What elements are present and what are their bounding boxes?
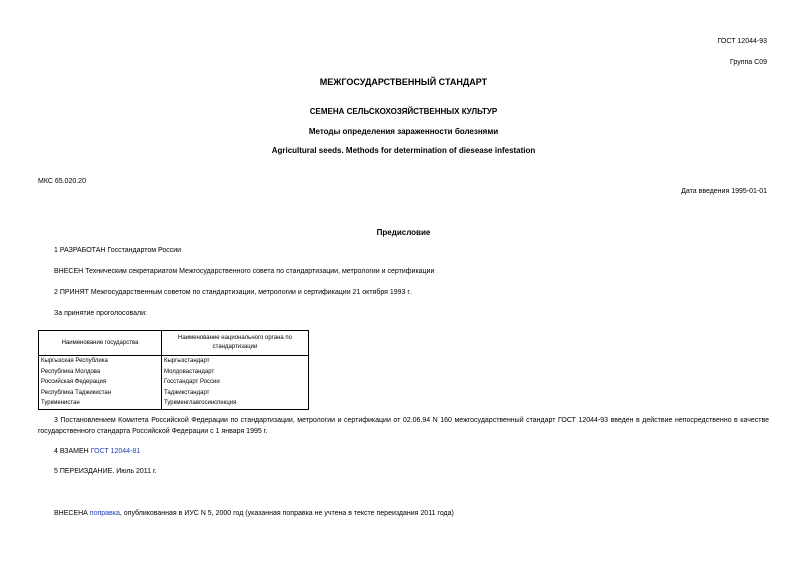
- table-cell-body: Молдовастандарт: [162, 367, 309, 378]
- table-row: [39, 398, 309, 409]
- main-title: СЕМЕНА СЕЛЬСКОХОЗЯЙСТВЕННЫХ КУЛЬТУР: [309, 107, 498, 116]
- paragraph-replaces: [54, 448, 140, 455]
- table-cell-body: Таджикстандарт: [162, 388, 309, 399]
- table-header-state: Наименование государства: [39, 331, 162, 356]
- paragraph-reissue: 5 ПЕРЕИЗДАНИЕ. Июль 2011 г.: [54, 468, 157, 475]
- group-code: Группа С09: [730, 59, 767, 66]
- table-cell-body: Туркменглавгосинспекция: [162, 398, 309, 409]
- table-cell-body: Кыргызстандарт: [162, 356, 309, 367]
- subtitle-en: Agricultural seeds. Methods for determination of diesease infestation: [271, 146, 536, 155]
- table-row: [39, 356, 309, 367]
- paragraph-decree: 3 Постановлением Комитета Российской Федерации по стандартизации, метрологии и сертификации от 02.06.94 N 160 межгосударственный стандарт ГОСТ 12044-93 введен в действие непосредственно в качестве государственного стандарта Российской Федерации с 1 января 1995 г.: [38, 417, 769, 435]
- table-cell-state: Республика Таджикистан: [39, 388, 162, 399]
- table-header-body: Наименование национального органа по стандартизации: [162, 331, 309, 356]
- paragraph-voted: За принятие проголосовали:: [54, 310, 147, 317]
- foreword-heading: Предисловие: [376, 228, 431, 237]
- amendment-label: ВНЕСЕНА: [54, 510, 90, 517]
- gost-number: ГОСТ 12044-93: [717, 38, 767, 45]
- paragraph-developed: 1 РАЗРАБОТАН Госстандартом России: [54, 247, 182, 254]
- gost-12044-81-link[interactable]: ГОСТ 12044-81: [90, 448, 141, 455]
- paragraph-submitted: ВНЕСЕН Техническим секретариатом Межгосударственного совета по стандартизации, метрологии и сертификации: [54, 268, 435, 275]
- table-row: [39, 367, 309, 378]
- intro-date: Дата введения 1995-01-01: [681, 188, 767, 195]
- paragraph-adopted: 2 ПРИНЯТ Межгосударственным советом по стандартизации, метрологии и сертификации 21 октября 1993 г.: [54, 289, 412, 296]
- mks-code: МКС 65.020.20: [38, 178, 86, 185]
- table-cell-state: Российская Федерация: [39, 377, 162, 388]
- amendment-details: , опубликованная в ИУС N 5, 2000 год (указанная поправка не учтена в тексте переиздания 2011 года): [119, 510, 454, 517]
- voting-states-table: [38, 330, 309, 410]
- table-cell-state: Туркменистан: [39, 398, 162, 409]
- subtitle-ru: Методы определения зараженности болезнями: [308, 127, 499, 136]
- table-cell-state: Кыргызская Республика: [39, 356, 162, 367]
- table-cell-body: Госстандарт России: [162, 377, 309, 388]
- paragraph-amendment: [54, 510, 454, 517]
- table-row: [39, 388, 309, 399]
- table-row: [39, 377, 309, 388]
- replaces-label: 4 ВЗАМЕН: [54, 448, 91, 455]
- standard-type-heading: МЕЖГОСУДАРСТВЕННЫЙ СТАНДАРТ: [319, 77, 488, 87]
- table-cell-state: Республика Молдова: [39, 367, 162, 378]
- amendment-link[interactable]: поправка: [89, 510, 120, 517]
